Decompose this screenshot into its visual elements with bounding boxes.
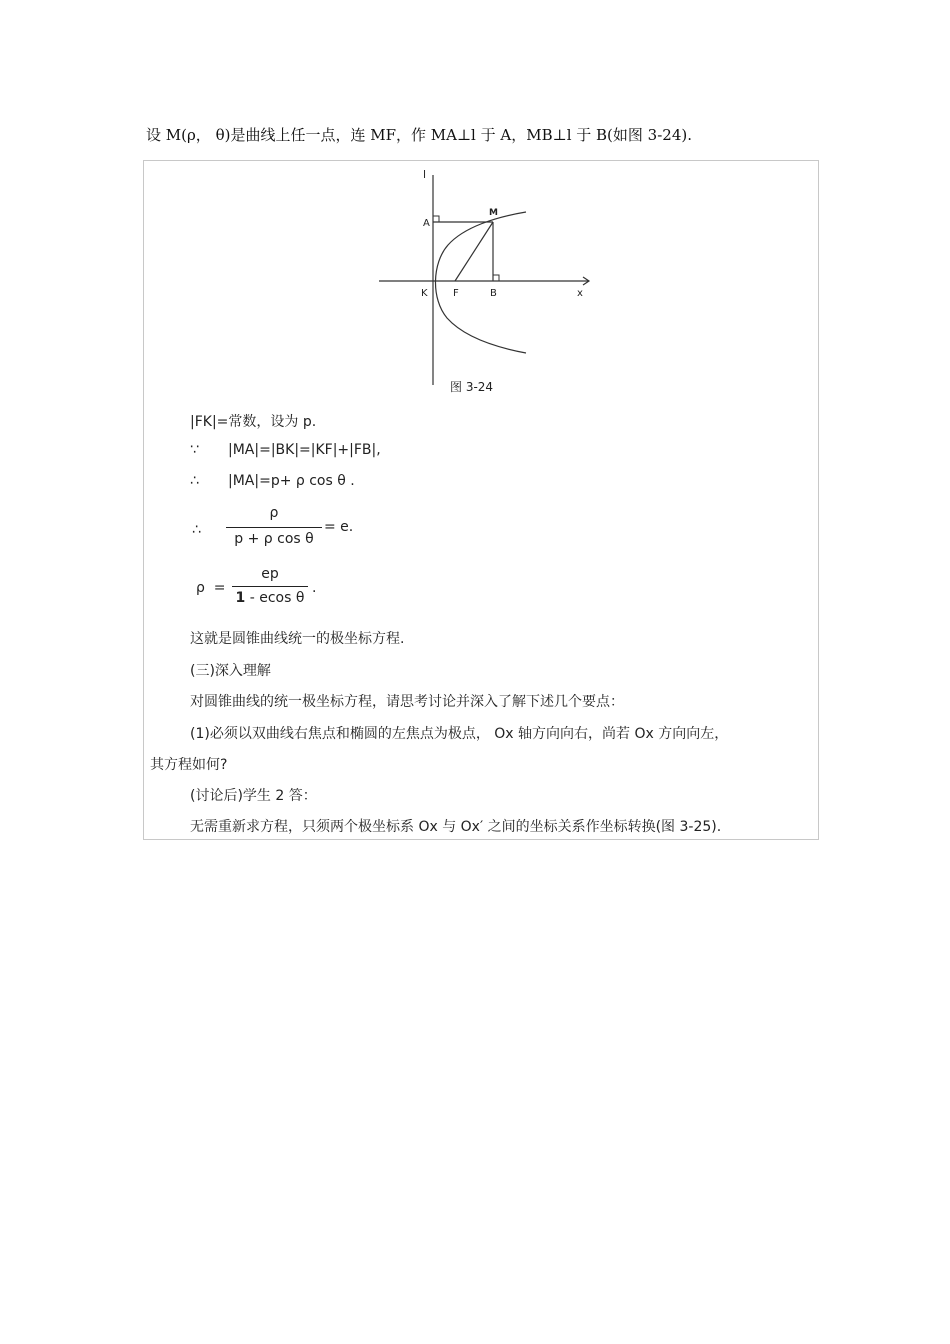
label-A: A <box>423 218 430 229</box>
frac1-denominator: p + ρ cos θ <box>234 531 314 547</box>
label-M: M <box>489 208 498 218</box>
frac2-lhs: ρ = <box>196 580 226 596</box>
intro-sentence: 设 M(ρ， θ)是曲线上任一点，连 MF，作 MA⊥l 于 A，MB⊥l 于 B(如图 3-24). <box>146 126 693 144</box>
right-angle-B-icon <box>493 275 499 281</box>
label-B: B <box>490 288 497 299</box>
label-F: F <box>453 288 459 299</box>
frac2-denominator-rest: - ecos θ <box>245 590 305 606</box>
therefore-symbol: ∴ <box>190 473 199 489</box>
segment-MF <box>455 222 493 281</box>
fraction-equation-2 <box>196 566 396 616</box>
label-l: l <box>423 168 427 181</box>
section-heading: (三)深入理解 <box>190 663 271 679</box>
frac2-denominator-one: 1 <box>235 590 246 606</box>
because-symbol: ∵ <box>190 442 199 458</box>
frac1-bar <box>226 527 322 528</box>
frac2-denominator <box>232 590 308 606</box>
frac1-result: = e. <box>324 519 354 535</box>
figure-caption: 图 3-24 <box>450 380 494 394</box>
label-x: x <box>577 288 583 299</box>
frac1-therefore-symbol: ∴ <box>192 522 201 538</box>
conic-curve <box>435 212 526 353</box>
fraction-equation-1 <box>192 505 392 555</box>
therefore-equation: |MA|=p+ ρ cos θ . <box>228 473 355 489</box>
because-equation: |MA|=|BK|=|KF|+|FB|, <box>228 442 381 458</box>
answer-line: 无需重新求方程，只须两个极坐标系 Ox 与 Ox′ 之间的坐标关系作坐标转换(图 3-25). <box>190 819 722 835</box>
conclusion-line: 这就是圆锥曲线统一的极坐标方程. <box>190 631 405 647</box>
content-box <box>143 160 819 840</box>
because-line <box>190 442 381 458</box>
prompt-line: 对圆锥曲线的统一极坐标方程，请思考讨论并深入了解下述几个要点： <box>190 694 624 710</box>
frac2-bar <box>232 586 308 587</box>
fk-line: |FK|=常数，设为 p. <box>190 414 317 430</box>
question-1-line-a: (1)必须以双曲线右焦点和椭圆的左焦点为极点， Ox 轴方向向右，尚若 Ox 方向向左， <box>190 726 729 742</box>
figure-3-24 <box>376 165 606 397</box>
frac2-period: . <box>312 580 317 596</box>
question-1-line-b: 其方程如何? <box>150 757 228 773</box>
right-angle-A-icon <box>433 216 439 222</box>
therefore-line <box>190 473 355 489</box>
discussion-line: (讨论后)学生 2 答： <box>190 788 317 804</box>
frac1-numerator: ρ <box>269 505 279 521</box>
frac2-numerator: ep <box>261 566 279 582</box>
label-K: K <box>421 288 428 299</box>
